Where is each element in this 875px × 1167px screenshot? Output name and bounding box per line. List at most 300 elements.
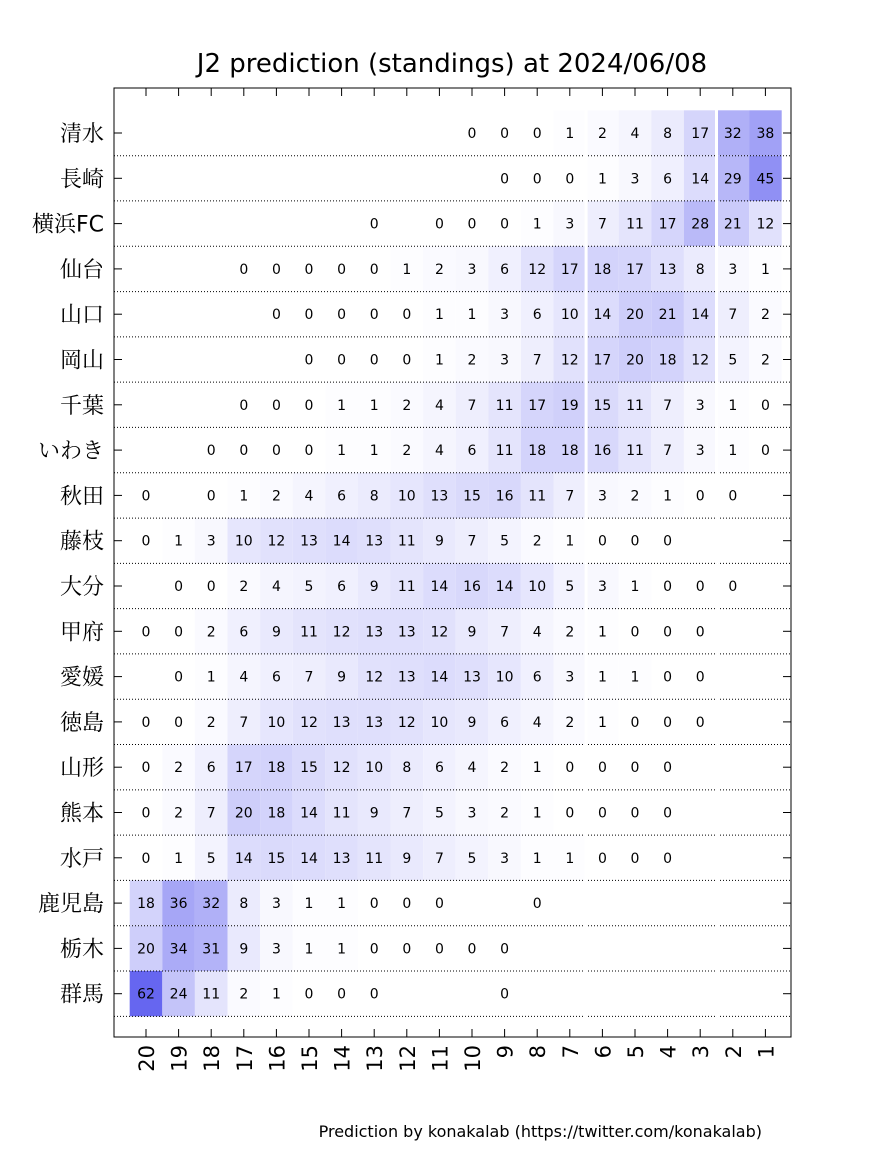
cell-label-5-11: 3 xyxy=(500,352,510,369)
cell-label-6-13: 19 xyxy=(560,397,579,414)
cell-label-7-8: 2 xyxy=(402,443,412,460)
cell-label-2-7: 0 xyxy=(369,216,379,233)
cell-label-4-11: 3 xyxy=(500,307,510,324)
cell-label-17-0: 18 xyxy=(137,896,155,913)
cell-label-9-12: 2 xyxy=(532,533,542,550)
cell-label-12-13: 3 xyxy=(565,669,575,686)
cell-label-5-13: 12 xyxy=(560,352,579,369)
cell-label-4-12: 6 xyxy=(532,307,542,324)
cell-label-3-6: 0 xyxy=(337,261,347,278)
position-label-7: 7 xyxy=(558,1045,583,1059)
team-label-4: 山口 xyxy=(59,303,104,329)
cell-label-1-14: 1 xyxy=(597,171,607,188)
position-axis-labels xyxy=(135,1045,778,1072)
cell-label-11-4: 9 xyxy=(271,624,281,641)
position-label-17: 17 xyxy=(232,1045,257,1072)
cell-label-6-14: 15 xyxy=(593,397,612,414)
cell-label-13-15: 0 xyxy=(630,714,640,731)
team-label-12: 愛媛 xyxy=(59,665,104,691)
cell-label-10-12: 10 xyxy=(528,579,547,595)
team-label-1: 長崎 xyxy=(59,167,104,193)
cell-label-8-13: 7 xyxy=(565,488,575,505)
cell-label-16-9: 7 xyxy=(434,850,444,867)
cell-label-10-1: 0 xyxy=(174,579,184,595)
cell-label-18-11: 0 xyxy=(500,941,510,958)
cell-label-4-9: 1 xyxy=(434,307,444,324)
cell-label-9-4: 12 xyxy=(267,533,286,550)
team-label-11: 甲府 xyxy=(59,620,104,646)
cell-label-12-7: 12 xyxy=(365,669,384,686)
cell-label-12-14: 1 xyxy=(597,669,607,686)
cell-label-5-6: 0 xyxy=(337,352,347,369)
cell-label-18-10: 0 xyxy=(467,941,477,958)
cell-label-11-15: 0 xyxy=(630,624,640,641)
cell-label-1-17: 14 xyxy=(691,171,710,188)
cell-label-11-11: 7 xyxy=(500,624,510,641)
cell-label-13-8: 12 xyxy=(397,714,416,731)
cell-label-10-9: 14 xyxy=(430,579,449,595)
cell-label-15-7: 9 xyxy=(369,805,379,822)
cell-label-16-8: 9 xyxy=(402,850,412,867)
cell-label-18-1: 34 xyxy=(169,941,188,958)
cell-label-16-13: 1 xyxy=(565,850,575,867)
cell-label-3-5: 0 xyxy=(304,261,314,278)
cell-label-7-5: 0 xyxy=(304,443,314,460)
cell-label-3-8: 1 xyxy=(402,261,412,278)
cell-label-14-7: 10 xyxy=(365,760,384,777)
cell-label-11-0: 0 xyxy=(141,624,151,641)
credit-text: Prediction by konakalab (https://twitter.com/konakalab) xyxy=(318,1122,762,1141)
cell-label-7-17: 3 xyxy=(695,443,705,460)
cell-label-13-14: 1 xyxy=(597,714,607,731)
cell-label-12-16: 0 xyxy=(663,669,673,686)
cell-label-15-11: 2 xyxy=(500,805,510,822)
cell-label-13-9: 10 xyxy=(430,714,449,731)
cell-label-12-6: 9 xyxy=(337,669,347,686)
position-label-10: 10 xyxy=(461,1045,485,1072)
cell-label-5-10: 2 xyxy=(467,352,477,369)
cell-label-1-12: 0 xyxy=(532,171,542,188)
cell-label-0-10: 0 xyxy=(467,126,477,142)
cell-label-17-4: 3 xyxy=(271,896,281,913)
cell-label-10-10: 16 xyxy=(463,579,481,595)
cell-label-4-17: 14 xyxy=(691,307,710,324)
cell-label-6-11: 11 xyxy=(495,397,514,414)
cell-label-16-4: 15 xyxy=(267,850,286,867)
position-label-15: 15 xyxy=(298,1045,322,1072)
cell-label-10-13: 5 xyxy=(565,579,575,595)
cell-label-3-13: 17 xyxy=(560,261,579,278)
cell-label-19-11: 0 xyxy=(500,986,510,1003)
cell-label-10-3: 2 xyxy=(239,579,249,595)
cell-label-0-13: 1 xyxy=(565,126,575,142)
cell-label-8-0: 0 xyxy=(141,488,151,505)
cell-label-16-16: 0 xyxy=(663,850,673,867)
cell-label-17-1: 36 xyxy=(169,896,188,913)
team-label-8: 秋田 xyxy=(59,484,104,510)
cell-label-3-15: 17 xyxy=(626,261,644,278)
cell-label-13-6: 13 xyxy=(332,714,351,731)
cell-label-9-16: 0 xyxy=(663,533,673,550)
cell-label-18-0: 20 xyxy=(137,941,155,958)
cell-label-14-16: 0 xyxy=(663,760,673,777)
cell-label-10-7: 9 xyxy=(369,579,379,595)
cell-label-11-14: 1 xyxy=(597,624,607,641)
cell-label-19-1: 24 xyxy=(169,986,188,1003)
cell-label-7-16: 7 xyxy=(663,443,673,460)
cell-label-10-18: 0 xyxy=(728,579,738,595)
cell-label-12-12: 6 xyxy=(532,669,542,686)
team-label-16: 水戸 xyxy=(59,846,104,872)
cell-label-4-13: 10 xyxy=(560,307,579,324)
cell-label-4-16: 21 xyxy=(658,307,677,324)
position-label-11: 11 xyxy=(428,1045,453,1072)
cell-label-8-16: 1 xyxy=(663,488,673,505)
cell-label-3-3: 0 xyxy=(239,261,249,278)
cell-label-10-6: 6 xyxy=(337,579,347,595)
cell-label-10-5: 5 xyxy=(304,579,314,595)
cell-label-10-8: 11 xyxy=(397,579,416,595)
team-label-10: 大分 xyxy=(59,575,104,600)
cell-label-8-15: 2 xyxy=(630,488,640,505)
cell-label-13-0: 0 xyxy=(141,714,151,731)
cell-label-5-8: 0 xyxy=(402,352,412,369)
cell-label-9-10: 7 xyxy=(467,533,477,550)
cell-label-14-4: 18 xyxy=(267,760,286,777)
cell-label-11-6: 12 xyxy=(332,624,351,641)
cell-label-8-2: 0 xyxy=(206,488,216,505)
cell-label-4-18: 7 xyxy=(728,307,738,324)
cell-label-16-7: 11 xyxy=(365,850,384,867)
position-label-20: 20 xyxy=(135,1045,159,1072)
position-label-1: 1 xyxy=(754,1045,779,1059)
cell-label-18-5: 1 xyxy=(304,941,314,958)
cell-label-19-6: 0 xyxy=(337,986,347,1003)
cell-label-7-15: 11 xyxy=(626,443,644,460)
cell-label-11-8: 13 xyxy=(397,624,416,641)
cell-label-6-8: 2 xyxy=(402,397,412,414)
cell-label-4-19: 2 xyxy=(760,307,770,324)
cell-label-4-5: 0 xyxy=(304,307,314,324)
cell-label-8-4: 2 xyxy=(271,488,281,505)
cell-label-10-16: 0 xyxy=(663,579,673,595)
cell-label-10-2: 0 xyxy=(206,579,216,595)
cell-label-15-3: 20 xyxy=(234,805,253,822)
cell-label-2-14: 7 xyxy=(597,216,607,233)
cell-label-17-2: 32 xyxy=(202,896,221,913)
cell-label-8-9: 13 xyxy=(430,488,449,505)
cell-label-4-6: 0 xyxy=(337,307,347,324)
cell-label-16-6: 13 xyxy=(332,850,351,867)
cell-label-11-16: 0 xyxy=(663,624,673,641)
cell-label-7-3: 0 xyxy=(239,443,249,460)
cell-label-1-15: 3 xyxy=(630,171,640,188)
cell-label-8-18: 0 xyxy=(728,488,738,505)
cell-label-16-0: 0 xyxy=(141,850,151,867)
cell-label-15-10: 3 xyxy=(467,805,477,822)
cell-label-15-15: 0 xyxy=(630,805,640,822)
cell-label-13-3: 7 xyxy=(239,714,249,731)
cell-label-0-12: 0 xyxy=(532,126,542,142)
cell-label-5-15: 20 xyxy=(626,352,644,369)
cell-label-1-19: 45 xyxy=(756,171,775,188)
cell-label-13-11: 6 xyxy=(500,714,510,731)
cell-label-18-7: 0 xyxy=(369,941,379,958)
cell-label-6-18: 1 xyxy=(728,397,738,414)
cell-label-1-11: 0 xyxy=(500,171,510,188)
cell-label-12-4: 6 xyxy=(271,669,281,686)
cell-label-3-19: 1 xyxy=(760,261,770,278)
cell-label-2-19: 12 xyxy=(756,216,775,233)
cell-label-2-9: 0 xyxy=(434,216,444,233)
cell-label-9-1: 1 xyxy=(174,533,184,550)
cell-label-6-17: 3 xyxy=(695,397,705,414)
cell-label-15-12: 1 xyxy=(532,805,542,822)
cell-label-17-8: 0 xyxy=(402,896,412,913)
cell-label-2-12: 1 xyxy=(532,216,542,233)
cell-label-6-5: 0 xyxy=(304,397,314,414)
team-label-13: 徳島 xyxy=(59,710,104,736)
cell-label-15-14: 0 xyxy=(597,805,607,822)
cell-label-12-9: 14 xyxy=(430,669,449,686)
cell-label-16-3: 14 xyxy=(234,850,253,867)
cell-label-8-8: 10 xyxy=(397,488,416,505)
cell-label-9-14: 0 xyxy=(597,533,607,550)
cell-label-11-2: 2 xyxy=(206,624,216,641)
cell-label-9-3: 10 xyxy=(234,533,253,550)
cell-label-3-10: 3 xyxy=(467,261,477,278)
cell-label-9-13: 1 xyxy=(565,533,575,550)
team-axis-labels xyxy=(32,122,104,1008)
cell-label-7-14: 16 xyxy=(593,443,612,460)
cell-label-19-4: 1 xyxy=(271,986,281,1003)
cell-label-10-17: 0 xyxy=(695,579,705,595)
cell-label-7-13: 18 xyxy=(560,443,579,460)
cell-label-9-5: 13 xyxy=(300,533,318,550)
position-label-6: 6 xyxy=(591,1045,616,1059)
cell-label-5-5: 0 xyxy=(304,352,314,369)
team-label-19: 群馬 xyxy=(59,982,104,1008)
cell-label-16-10: 5 xyxy=(467,850,477,867)
cell-label-14-1: 2 xyxy=(174,760,184,777)
cell-label-0-14: 2 xyxy=(597,126,607,142)
cell-label-11-3: 6 xyxy=(239,624,249,641)
cell-label-17-12: 0 xyxy=(532,896,542,913)
cell-label-3-9: 2 xyxy=(434,261,444,278)
cell-label-19-5: 0 xyxy=(304,986,314,1003)
position-label-5: 5 xyxy=(624,1045,648,1059)
cell-label-3-7: 0 xyxy=(369,261,379,278)
cell-label-15-4: 18 xyxy=(267,805,286,822)
cell-label-13-1: 0 xyxy=(174,714,184,731)
cell-label-12-2: 1 xyxy=(206,669,216,686)
cell-label-14-2: 6 xyxy=(206,760,216,777)
cell-label-15-6: 11 xyxy=(332,805,351,822)
cell-label-5-12: 7 xyxy=(532,352,542,369)
cell-label-15-9: 5 xyxy=(434,805,444,822)
cell-label-15-5: 14 xyxy=(300,805,318,822)
cell-label-9-15: 0 xyxy=(630,533,640,550)
cell-label-2-16: 17 xyxy=(658,216,677,233)
cell-label-0-16: 8 xyxy=(663,126,673,142)
cell-label-6-9: 4 xyxy=(434,397,444,414)
cell-label-9-6: 14 xyxy=(332,533,351,550)
cell-label-7-2: 0 xyxy=(206,443,216,460)
cell-label-9-8: 11 xyxy=(397,533,416,550)
cell-label-6-15: 11 xyxy=(626,397,644,414)
position-label-3: 3 xyxy=(689,1045,714,1059)
cell-label-17-5: 1 xyxy=(304,896,314,913)
cell-label-4-14: 14 xyxy=(593,307,612,324)
cell-label-9-7: 13 xyxy=(365,533,384,550)
cell-label-5-16: 18 xyxy=(658,352,677,369)
cell-label-8-10: 15 xyxy=(463,488,481,505)
cell-label-2-13: 3 xyxy=(565,216,575,233)
position-label-8: 8 xyxy=(526,1045,551,1059)
cell-label-12-5: 7 xyxy=(304,669,314,686)
cell-label-9-2: 3 xyxy=(206,533,216,550)
cell-label-13-7: 13 xyxy=(365,714,384,731)
cell-label-4-15: 20 xyxy=(626,307,644,324)
cell-label-7-18: 1 xyxy=(728,443,738,460)
cell-label-11-1: 0 xyxy=(174,624,184,641)
cell-label-16-15: 0 xyxy=(630,850,640,867)
position-label-14: 14 xyxy=(330,1045,355,1072)
cell-label-3-12: 12 xyxy=(528,261,547,278)
cell-label-14-9: 6 xyxy=(434,760,444,777)
cell-label-0-18: 32 xyxy=(723,126,742,142)
cell-label-14-8: 8 xyxy=(402,760,412,777)
team-label-5: 岡山 xyxy=(59,348,104,374)
cell-label-3-4: 0 xyxy=(271,261,281,278)
team-label-3: 仙台 xyxy=(59,257,104,283)
cell-label-9-0: 0 xyxy=(141,533,151,550)
cell-label-11-12: 4 xyxy=(532,624,542,641)
cell-label-13-5: 12 xyxy=(300,714,318,731)
team-label-7: いわき xyxy=(37,439,104,465)
cell-label-13-4: 10 xyxy=(267,714,286,731)
cell-label-7-6: 1 xyxy=(337,443,347,460)
cell-label-7-19: 0 xyxy=(760,443,770,460)
cell-label-6-16: 7 xyxy=(663,397,673,414)
cell-label-12-3: 4 xyxy=(239,669,249,686)
cell-label-16-11: 3 xyxy=(500,850,510,867)
cell-label-16-2: 5 xyxy=(206,850,216,867)
cell-label-7-9: 4 xyxy=(434,443,444,460)
cell-label-11-5: 11 xyxy=(300,624,318,641)
cell-label-16-1: 1 xyxy=(174,850,184,867)
cell-label-3-18: 3 xyxy=(728,261,738,278)
cell-label-14-11: 2 xyxy=(500,760,510,777)
cell-label-18-4: 3 xyxy=(271,941,281,958)
cell-label-11-13: 2 xyxy=(565,624,575,641)
cell-label-6-19: 0 xyxy=(760,397,770,414)
cell-label-6-6: 1 xyxy=(337,397,347,414)
cell-label-0-19: 38 xyxy=(756,126,775,142)
position-label-12: 12 xyxy=(395,1045,420,1072)
cell-label-2-10: 0 xyxy=(467,216,477,233)
cell-label-10-11: 14 xyxy=(495,579,514,595)
team-label-9: 藤枝 xyxy=(59,529,104,555)
position-label-16: 16 xyxy=(265,1045,290,1072)
cell-label-9-9: 9 xyxy=(434,533,444,550)
cell-label-9-11: 5 xyxy=(500,533,510,550)
cell-label-13-2: 2 xyxy=(206,714,216,731)
cell-label-8-5: 4 xyxy=(304,488,314,505)
cell-label-17-6: 1 xyxy=(337,896,347,913)
cell-label-13-13: 2 xyxy=(565,714,575,731)
cell-label-12-10: 13 xyxy=(463,669,481,686)
cell-label-15-0: 0 xyxy=(141,805,151,822)
team-label-15: 熊本 xyxy=(59,801,104,827)
cell-label-2-11: 0 xyxy=(500,216,510,233)
cell-label-13-16: 0 xyxy=(663,714,673,731)
cell-label-18-9: 0 xyxy=(434,941,444,958)
cell-label-6-12: 17 xyxy=(528,397,547,414)
cell-label-13-10: 9 xyxy=(467,714,477,731)
cell-label-7-10: 6 xyxy=(467,443,477,460)
cell-label-5-7: 0 xyxy=(369,352,379,369)
cell-label-10-4: 4 xyxy=(271,579,281,595)
cell-label-8-3: 1 xyxy=(239,488,249,505)
cell-label-3-11: 6 xyxy=(500,261,510,278)
cell-label-2-15: 11 xyxy=(626,216,644,233)
cell-label-8-14: 3 xyxy=(597,488,607,505)
cell-label-8-11: 16 xyxy=(495,488,514,505)
cell-label-13-17: 0 xyxy=(695,714,705,731)
cell-label-8-7: 8 xyxy=(369,488,379,505)
cell-label-8-17: 0 xyxy=(695,488,705,505)
cell-label-19-0: 62 xyxy=(137,986,155,1003)
cell-label-15-1: 2 xyxy=(174,805,184,822)
cell-label-5-14: 17 xyxy=(593,352,612,369)
position-label-4: 4 xyxy=(656,1045,681,1059)
cell-label-1-16: 6 xyxy=(663,171,673,188)
cells-layer xyxy=(130,110,782,1016)
cell-label-0-15: 4 xyxy=(630,126,640,142)
cell-label-5-18: 5 xyxy=(728,352,738,369)
cell-label-16-14: 0 xyxy=(597,850,607,867)
cell-label-17-3: 8 xyxy=(239,896,249,913)
cell-label-17-9: 0 xyxy=(434,896,444,913)
position-label-18: 18 xyxy=(200,1045,225,1072)
cell-label-14-10: 4 xyxy=(467,760,477,777)
cell-label-5-9: 1 xyxy=(434,352,444,369)
cell-label-6-10: 7 xyxy=(467,397,477,414)
cell-label-12-1: 0 xyxy=(174,669,184,686)
cell-label-15-13: 0 xyxy=(565,805,575,822)
cell-label-19-2: 11 xyxy=(202,986,221,1003)
cell-label-4-4: 0 xyxy=(271,307,281,324)
cell-label-2-17: 28 xyxy=(691,216,710,233)
cell-label-16-5: 14 xyxy=(300,850,318,867)
team-label-17: 鹿児島 xyxy=(37,892,104,918)
cell-label-14-3: 17 xyxy=(234,760,253,777)
cell-label-18-2: 31 xyxy=(202,941,221,958)
cell-label-17-7: 0 xyxy=(369,896,379,913)
cell-label-15-2: 7 xyxy=(206,805,216,822)
cell-label-12-17: 0 xyxy=(695,669,705,686)
cell-label-3-14: 18 xyxy=(593,261,612,278)
cell-label-1-13: 0 xyxy=(565,171,575,188)
cell-label-14-6: 12 xyxy=(332,760,351,777)
cell-label-2-18: 21 xyxy=(723,216,742,233)
position-label-19: 19 xyxy=(167,1045,192,1072)
cell-label-14-5: 15 xyxy=(300,760,318,777)
cell-label-8-12: 11 xyxy=(528,488,547,505)
cell-label-16-12: 1 xyxy=(532,850,542,867)
cell-label-13-12: 4 xyxy=(532,714,542,731)
